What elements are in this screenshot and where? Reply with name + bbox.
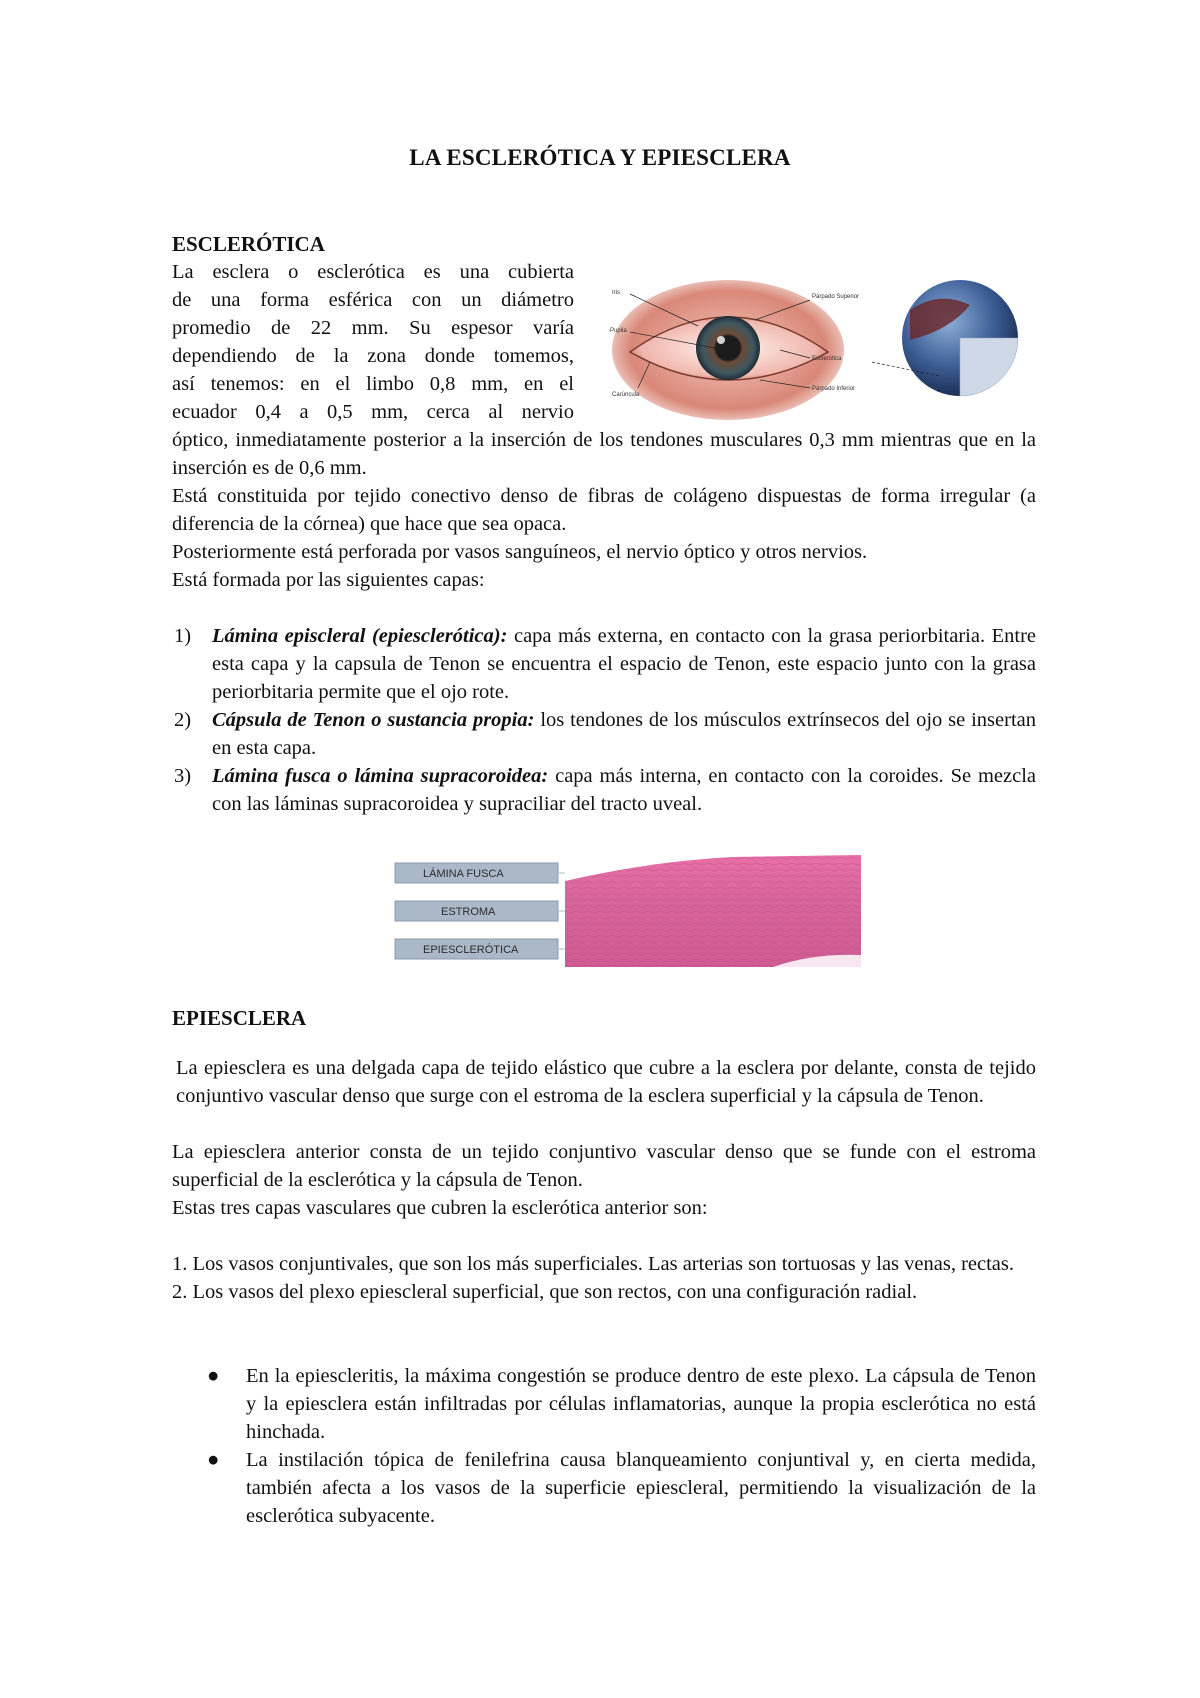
bullet-text: En la epiescleritis, la máxima congestión se produce dentro de este plexo. La cápsula de Tenon y la epiesclera están infiltradas por células inflamatorias, aunque la propia esclerótica no está hinchada. [246, 1365, 1036, 1443]
epiesclera-body [172, 1138, 1036, 1306]
list-number: 1) [174, 625, 192, 647]
esclerotica-intro-wrapped [172, 258, 574, 426]
list-item [172, 1446, 1036, 1530]
bullet-icon: ● [207, 1365, 220, 1387]
layer-term: Cápsula de Tenon o sustancia propia: [212, 709, 535, 731]
layer-description: capa más interna, en contacto con la coroides. Se mezcla con las láminas supracoroidea y supraciliar del tracto uveal. [212, 765, 1036, 815]
intro-line-1: La esclera o esclerótica es una cubierta [172, 261, 574, 283]
histology-figure [393, 855, 861, 967]
label-iris: Iris [612, 290, 620, 296]
esclerotica-para-thickness: óptico, inmediatamente posterior a la inserción de los tendones musculares 0,3 mm mientras que en la inserción es de 0,6 mm. [172, 429, 1036, 479]
list-number: 2) [174, 709, 192, 731]
bullet-text: La instilación tópica de fenilefrina causa blanqueamiento conjuntival y, en cierta medida, también afecta a los vasos de la superficie epiescleral, permitiendo la visualización de la esclerótica subyacente. [246, 1449, 1036, 1527]
document-title: LA ESCLERÓTICA Y EPIESCLERA [409, 145, 791, 170]
epiesclera-para-3: Estas tres capas vasculares que cubren la esclerótica anterior son: [172, 1197, 708, 1219]
layer-description: capa más externa, en contacto con la grasa periorbitaria. Entre esta capa y la capsula de Tenon se encuentra el espacio de Tenon, este espacio junto con la grasa periorbitaria permite que el ojo rote. [212, 625, 1036, 703]
label-parpado-inferior: Párpado Inferior [812, 386, 856, 392]
list-number: 3) [174, 765, 192, 787]
eye-anatomy-figure [610, 280, 1040, 425]
list-item [172, 622, 1036, 706]
layer-term: Lámina fusca o lámina supracoroidea: [212, 765, 549, 787]
epiesclera-para-2: La epiesclera anterior consta de un tejido conjuntivo vascular denso que se funde con el estroma superficial de la esclerótica y la cápsula de Tenon. [172, 1141, 1036, 1191]
intro-line-3: promedio de 22 mm. Su espesor varía [172, 317, 574, 339]
section-heading-esclerotica: ESCLERÓTICA [172, 232, 325, 256]
vascular-layer-2: 2. Los vasos del plexo epiescleral superficial, que son rectos, con una configuración radial. [172, 1281, 918, 1303]
layer-description: los tendones de los músculos extrínsecos del ojo se insertan en esta capa. [212, 709, 1036, 759]
epiesclera-para-1: La epiesclera es una delgada capa de tejido elástico que cubre a la esclera por delante, consta de tejido conjuntivo vascular denso que surge con el estroma de la esclera superficial y la cápsula de Tenon. [176, 1057, 1036, 1107]
intro-line-4: dependiendo de la zona donde tomemos, [172, 345, 574, 367]
intro-line-5: así tenemos: en el limbo 0,8 mm, en el [172, 373, 574, 395]
intro-line-2: de una forma esférica con un diámetro [172, 289, 574, 311]
histo-label-lamina-fusca: LÁMINA FUSCA [423, 868, 504, 880]
label-parpado-superior: Párpado Superior [812, 294, 860, 300]
esclerotica-para-composition: Está constituida por tejido conectivo denso de fibras de colágeno dispuestas de forma irregular (a diferencia de la córnea) que hace que sea opaca. [172, 485, 1036, 535]
esclerotica-body [172, 426, 1036, 594]
list-item [172, 706, 1036, 762]
label-caruncula: Carúncula [612, 392, 640, 398]
eye-iris [696, 316, 760, 380]
bullet-icon: ● [207, 1449, 220, 1471]
vascular-layer-1: 1. Los vasos conjuntivales, que son los más superficiales. Las arterias son tortuosas y las venas, rectas. [172, 1253, 1015, 1275]
esclerotica-para-layers-intro: Está formada por las siguientes capas: [172, 569, 485, 591]
esclerotica-layers-list [172, 622, 1036, 818]
intro-line-6: ecuador 0,4 a 0,5 mm, cerca al nervio [172, 401, 574, 423]
section-heading-epiesclera: EPIESCLERA [172, 1006, 307, 1030]
label-pupila: Pupila [610, 328, 627, 334]
list-item [172, 762, 1036, 818]
list-item [172, 1362, 1036, 1446]
layer-term: Lámina episcleral (epiesclerótica): [212, 625, 508, 647]
esclerotica-para-perforation: Posteriormente está perforada por vasos sanguíneos, el nervio óptico y otros nervios. [172, 541, 868, 563]
label-esclerotica: Esclerótica [812, 356, 842, 362]
epiesclera-para-1-block [176, 1054, 1036, 1110]
histo-label-estroma: ESTROMA [441, 906, 496, 918]
histo-label-epiesclerotica: EPIESCLERÓTICA [423, 944, 519, 956]
epiesclera-bullets [172, 1362, 1036, 1530]
